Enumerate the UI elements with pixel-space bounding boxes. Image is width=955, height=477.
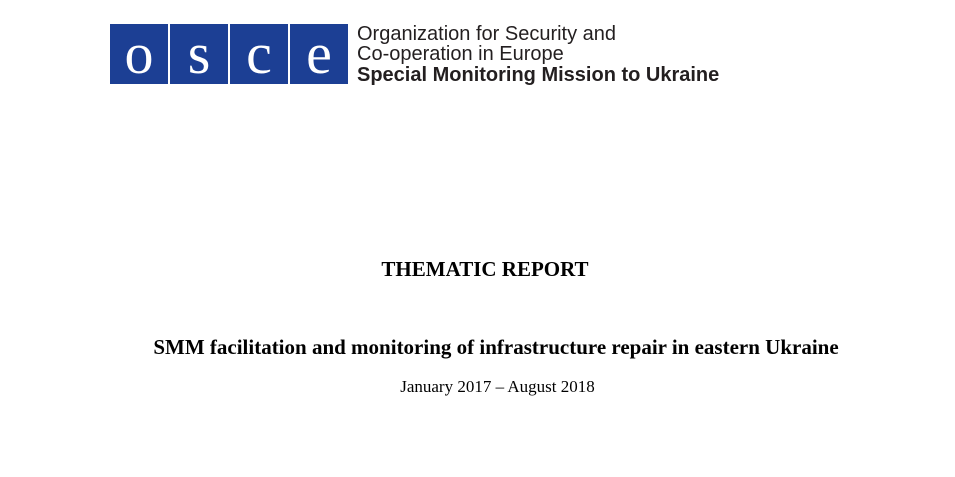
osce-logo bbox=[110, 24, 348, 84]
report-title: SMM facilitation and monitoring of infrastructure repair in eastern Ukraine bbox=[153, 335, 839, 359]
page-header bbox=[110, 24, 719, 86]
logo-letter-c: c bbox=[230, 24, 288, 84]
report-type-heading: THEMATIC REPORT bbox=[381, 257, 589, 281]
logo-letter-e: e bbox=[290, 24, 348, 84]
mission-name: Special Monitoring Mission to Ukraine bbox=[357, 64, 720, 86]
organization-name bbox=[357, 24, 719, 86]
report-period: January 2017 – August 2018 bbox=[400, 377, 595, 396]
logo-letter-s: s bbox=[170, 24, 228, 84]
logo-letter-o: o bbox=[110, 24, 168, 84]
org-name-line-1: Organization for Security and bbox=[357, 23, 617, 45]
org-name-line-2: Co-operation in Europe bbox=[357, 43, 564, 65]
